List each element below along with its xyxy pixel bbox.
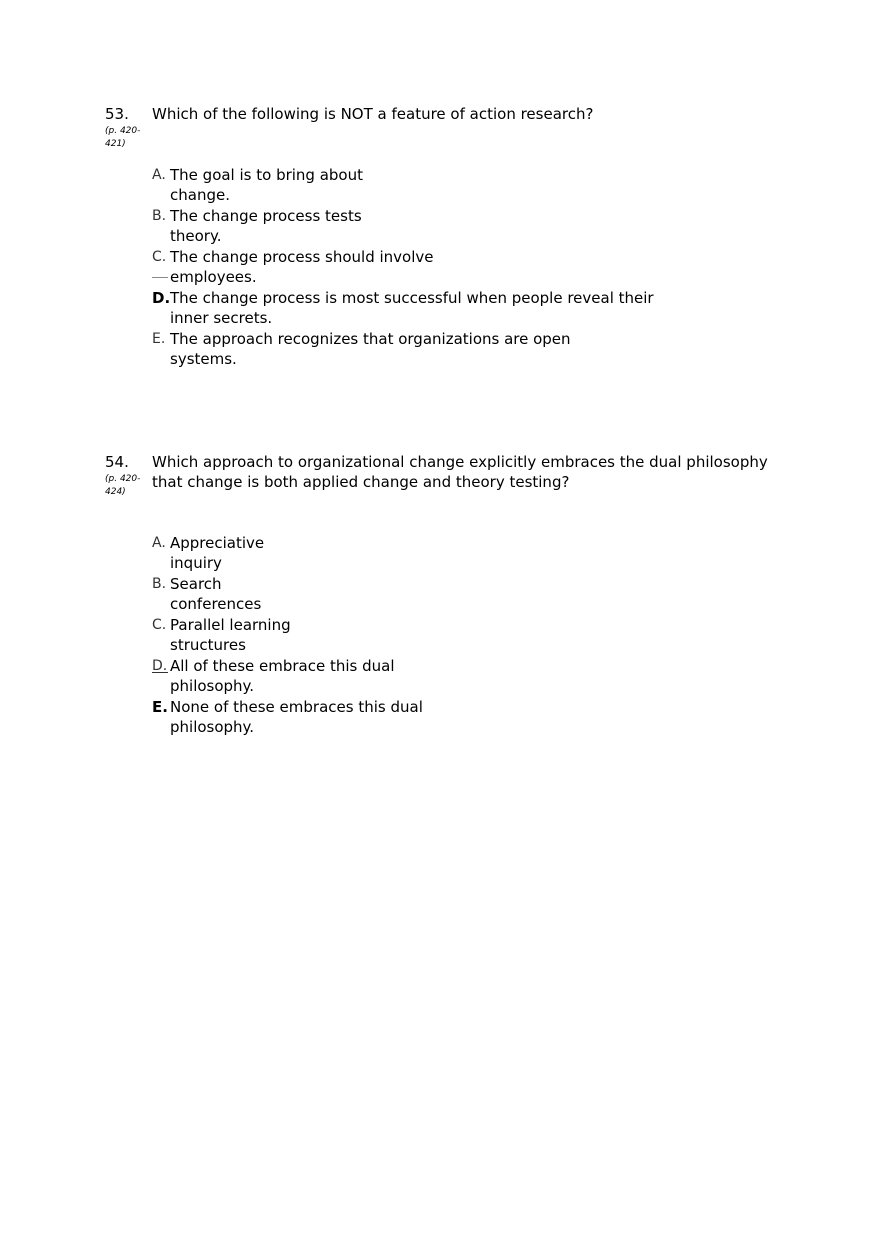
option-text: The goal is to bring about change. (170, 166, 364, 204)
option-c (152, 615, 430, 655)
option-letter: C. (152, 617, 167, 633)
page-reference: (p. 420-424) (105, 474, 141, 497)
answer-options (152, 533, 430, 738)
option-b (152, 574, 430, 614)
question-text: Which of the following is NOT a feature of action research? (152, 105, 594, 123)
option-letter: A. (152, 535, 166, 551)
option-e (152, 697, 430, 737)
answer-blank-line (152, 247, 170, 287)
option-text: The change process tests theory. (170, 207, 362, 245)
question-number: 53. (105, 105, 129, 123)
option-text: The change process is most successful when people reveal their inner secrets. (170, 289, 654, 327)
option-text: All of these embrace this dual philosophy. (170, 657, 395, 695)
option-a (152, 165, 665, 205)
option-b (152, 206, 665, 246)
option-d (152, 656, 430, 696)
option-letter: E. (152, 331, 166, 347)
page-reference: (p. 420-421) (105, 126, 141, 149)
option-a (152, 533, 430, 573)
option-text: Appreciative inquiry (170, 534, 265, 572)
option-e (152, 329, 665, 369)
option-text: None of these embraces this dual philosophy. (170, 698, 423, 736)
option-letter: E. (152, 698, 168, 716)
option-letter: C. (152, 249, 167, 265)
option-d (152, 288, 665, 328)
question-number: 54. (105, 453, 129, 471)
option-letter: D. (152, 289, 171, 307)
option-text: The change process should involve employees. (170, 248, 434, 286)
option-text: Parallel learning structures (170, 616, 291, 654)
option-letter: D. (152, 656, 170, 676)
option-letter: B. (152, 576, 167, 592)
question-text: Which approach to organizational change explicitly embraces the dual philosophy that change is both applied change and theory testing? (152, 453, 768, 491)
option-text: Search conferences (170, 575, 262, 613)
option-letter: A. (152, 167, 166, 183)
option-c (152, 247, 665, 287)
answer-options (152, 165, 665, 370)
option-text: The approach recognizes that organizations are open systems. (170, 330, 571, 368)
option-letter: B. (152, 208, 167, 224)
